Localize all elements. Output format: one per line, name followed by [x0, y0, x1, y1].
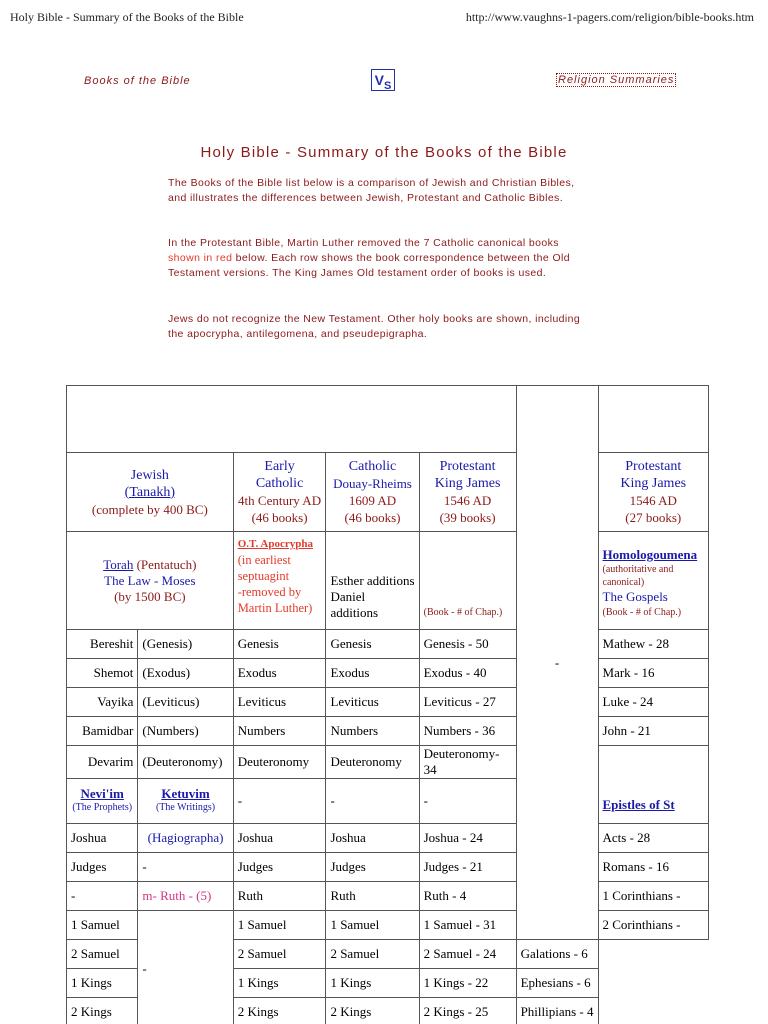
apoc-note-4: Martin Luther): [237, 601, 313, 615]
hebrew-name: Devarim: [67, 746, 138, 779]
nt-top-blank: [598, 386, 708, 453]
table-row: [67, 746, 709, 779]
books-table-wrapper[interactable]: [66, 385, 709, 1024]
english-name: (Leviticus): [138, 688, 233, 717]
apoc-note-2: septuagint: [237, 569, 290, 583]
nt-book: 1 Corinthians -: [598, 882, 708, 911]
writings-dash: -: [142, 960, 147, 976]
ketuvim-link[interactable]: Ketuvim: [161, 786, 210, 801]
catholic-book: 2 Samuel: [326, 940, 419, 969]
prophet-book: Judges: [67, 853, 138, 882]
english-name: (Exodus): [138, 659, 233, 688]
hebrew-name: Vayika: [67, 688, 138, 717]
site-nav: [0, 68, 768, 98]
prophet-book: Joshua: [67, 824, 138, 853]
additions-subheader: [326, 532, 419, 630]
intro-p2-red: shown in red: [168, 252, 233, 264]
early-l4: (46 books): [251, 510, 308, 525]
catholic-book: 1 Kings: [326, 969, 419, 998]
homol-sub-2: canonical): [602, 577, 645, 588]
early-l2: Catholic: [255, 476, 304, 491]
intro-paragraph-1: The Books of the Bible list below is a comparison of Jewish and Christian Bibles, and illustrates the differences between Jewish, Protestant and Catholic Bibles.: [168, 177, 575, 204]
early-l1: Early: [264, 459, 295, 474]
protestant-book: Exodus - 40: [419, 659, 516, 688]
early-dash: -: [233, 779, 326, 824]
page-tab-title: Holy Bible - Summary of the Books of the Bible: [10, 10, 244, 24]
early-book: Genesis: [233, 630, 326, 659]
nt-book-chap-label: (Book - # of Chap.): [602, 607, 682, 618]
writings-book: (Hagiographa): [138, 824, 233, 853]
daniel-additions: Daniel additions: [330, 589, 379, 620]
intro-p2-b: below. Each row shows the book correspondence between the Old Testament versions. The King James Old testament order of books is used.: [168, 252, 571, 279]
protestant-book: Genesis - 50: [419, 630, 516, 659]
col-header-protestant: [419, 453, 516, 532]
prophet-book: 2 Kings: [67, 998, 138, 1024]
ketuvim-cell: [138, 779, 233, 824]
apoc-note-1: (in earliest: [237, 553, 291, 567]
table-row: [67, 911, 709, 940]
religion-summaries-link[interactable]: Religion Summaries: [558, 74, 675, 86]
homologoumena-link[interactable]: Homologoumena: [602, 547, 698, 562]
nt-book: Phillipians - 4: [516, 998, 598, 1024]
table-row: [67, 688, 709, 717]
neviim-sub: (The Prophets): [72, 802, 133, 813]
nt-l1: Protestant: [625, 459, 682, 474]
protestant-book: 1 Samuel - 31: [419, 911, 516, 940]
early-book: Leviticus: [233, 688, 326, 717]
writings-book: m- Ruth - (5): [138, 882, 233, 911]
nt-book: Ephesians - 6: [516, 969, 598, 998]
col-header-catholic: [326, 453, 419, 532]
table-row: [67, 824, 709, 853]
neviim-cell: [67, 779, 138, 824]
jewish-date: (complete by 400 BC): [91, 501, 208, 517]
protestant-dash: -: [419, 779, 516, 824]
book-chap-label: (Book - # of Chap.): [423, 607, 503, 618]
catholic-book: Deuteronomy: [326, 746, 419, 779]
early-book: 1 Kings: [233, 969, 326, 998]
esther-additions: Esther additions: [330, 573, 415, 588]
ketuvim-sub: (The Writings): [155, 802, 216, 813]
law-label: The Law - Moses: [104, 572, 196, 588]
gospels-label: The Gospels: [602, 589, 668, 604]
early-book: Deuteronomy: [233, 746, 326, 779]
early-book: 2 Kings: [233, 998, 326, 1024]
table-spacer-column: [516, 386, 598, 940]
writings-merged-cell: [138, 911, 233, 1024]
catholic-book: Genesis: [326, 630, 419, 659]
catholic-book: Numbers: [326, 717, 419, 746]
protestant-book: 2 Kings - 25: [419, 998, 516, 1024]
intro-paragraph-2: [168, 236, 588, 281]
protestant-book: Numbers - 36: [419, 717, 516, 746]
torah-subheader: [67, 532, 234, 630]
hebrew-name: Shemot: [67, 659, 138, 688]
nt-l3: 1546 AD: [629, 493, 677, 508]
catholic-book: 2 Kings: [326, 998, 419, 1024]
protestant-book: Deuteronomy- 34: [419, 746, 516, 779]
neviim-link[interactable]: Nevi'im: [80, 786, 124, 801]
prophet-book: -: [67, 882, 138, 911]
tanakh-link[interactable]: (Tanakh): [124, 484, 175, 500]
table-row: [67, 882, 709, 911]
english-name: (Deuteronomy): [138, 746, 233, 779]
spacer-dash: -: [554, 654, 560, 670]
col-header-jewish: [67, 453, 234, 532]
nt-book: Mathew - 28: [598, 630, 708, 659]
torah-link[interactable]: Torah: [103, 556, 134, 572]
protestant-book: Leviticus - 27: [419, 688, 516, 717]
early-l3: 4th Century AD: [238, 493, 322, 508]
table-row: [67, 659, 709, 688]
homol-sub-1: (authoritative and: [602, 564, 674, 575]
logo-v: V: [374, 72, 384, 88]
pentatuch-label: (Pentatuch): [133, 556, 197, 572]
books-of-the-bible-link[interactable]: Books of the Bible: [84, 75, 191, 87]
english-name: (Genesis): [138, 630, 233, 659]
table-row: [67, 630, 709, 659]
nt-l4: (27 books): [625, 510, 682, 525]
early-book: Exodus: [233, 659, 326, 688]
catholic-book: 1 Samuel: [326, 911, 419, 940]
prophet-book: 1 Samuel: [67, 911, 138, 940]
nt-book: 2 Corinthians -: [598, 911, 708, 940]
hebrew-name: Bereshit: [67, 630, 138, 659]
intro-paragraph-3: Jews do not recognize the New Testament. Other holy books are shown, including the apocrypha, antilegomena, and pseudepigrapha.: [168, 313, 581, 340]
jewish-title: Jewish: [130, 467, 169, 483]
apoc-note-3: -removed by: [237, 585, 302, 599]
prophet-book: 1 Kings: [67, 969, 138, 998]
early-book: Joshua: [233, 824, 326, 853]
epistles-link[interactable]: Epistles of St: [602, 797, 675, 812]
nt-book: John - 21: [598, 717, 708, 746]
protestant-l2: King James: [434, 476, 501, 491]
prot-subheader: [419, 532, 516, 630]
protestant-book: Ruth - 4: [419, 882, 516, 911]
early-book: 2 Samuel: [233, 940, 326, 969]
torah-line: [71, 557, 229, 573]
table-row: [67, 853, 709, 882]
catholic-l3: 1609 AD: [348, 493, 397, 508]
table-top-blank: [67, 386, 517, 453]
catholic-dash: -: [326, 779, 419, 824]
nt-subheader: [598, 532, 708, 630]
catholic-book: Leviticus: [326, 688, 419, 717]
catholic-l4: (46 books): [344, 510, 401, 525]
prophet-book: 2 Samuel: [67, 940, 138, 969]
protestant-l4: (39 books): [439, 510, 496, 525]
protestant-book: Joshua - 24: [419, 824, 516, 853]
col-header-early-catholic: [233, 453, 326, 532]
nt-book: Acts - 28: [598, 824, 708, 853]
books-table: [66, 385, 709, 1024]
hebrew-name: Bamidbar: [67, 717, 138, 746]
logo-s: S: [384, 80, 392, 92]
nt-l2: King James: [620, 476, 687, 491]
protestant-l3: 1546 AD: [443, 493, 492, 508]
nt-book: Luke - 24: [598, 688, 708, 717]
catholic-l1: Catholic: [348, 459, 397, 474]
early-book: Judges: [233, 853, 326, 882]
protestant-l1: Protestant: [439, 459, 496, 474]
apocrypha-subheader: [233, 532, 326, 630]
vs-logo[interactable]: [371, 69, 395, 91]
table-row: [67, 717, 709, 746]
english-name: (Numbers): [138, 717, 233, 746]
nt-book: Mark - 16: [598, 659, 708, 688]
page-url: http://www.vaughns-1-pagers.com/religion/bible-books.htm: [465, 10, 754, 24]
col-header-nt: [598, 453, 708, 532]
ot-apocrypha-link[interactable]: O.T. Apocrypha: [237, 538, 313, 550]
catholic-book: Exodus: [326, 659, 419, 688]
catholic-book: Ruth: [326, 882, 419, 911]
nt-book: Romans - 16: [598, 853, 708, 882]
early-book: Numbers: [233, 717, 326, 746]
nt-book: Galations - 6: [516, 940, 598, 969]
epistles-cell: [598, 746, 708, 824]
catholic-book: Judges: [326, 853, 419, 882]
catholic-book: Joshua: [326, 824, 419, 853]
catholic-l2: Douay-Rheims: [333, 476, 412, 491]
torah-date: (by 1500 BC): [114, 588, 186, 604]
early-book: 1 Samuel: [233, 911, 326, 940]
protestant-book: Judges - 21: [419, 853, 516, 882]
intro-p2-a: In the Protestant Bible, Martin Luther removed the 7 Catholic canonical books: [168, 237, 559, 249]
early-book: Ruth: [233, 882, 326, 911]
protestant-book: 2 Samuel - 24: [419, 940, 516, 969]
page-title: Holy Bible - Summary of the Books of the Bible: [200, 144, 568, 161]
writings-book: -: [138, 853, 233, 882]
protestant-book: 1 Kings - 22: [419, 969, 516, 998]
